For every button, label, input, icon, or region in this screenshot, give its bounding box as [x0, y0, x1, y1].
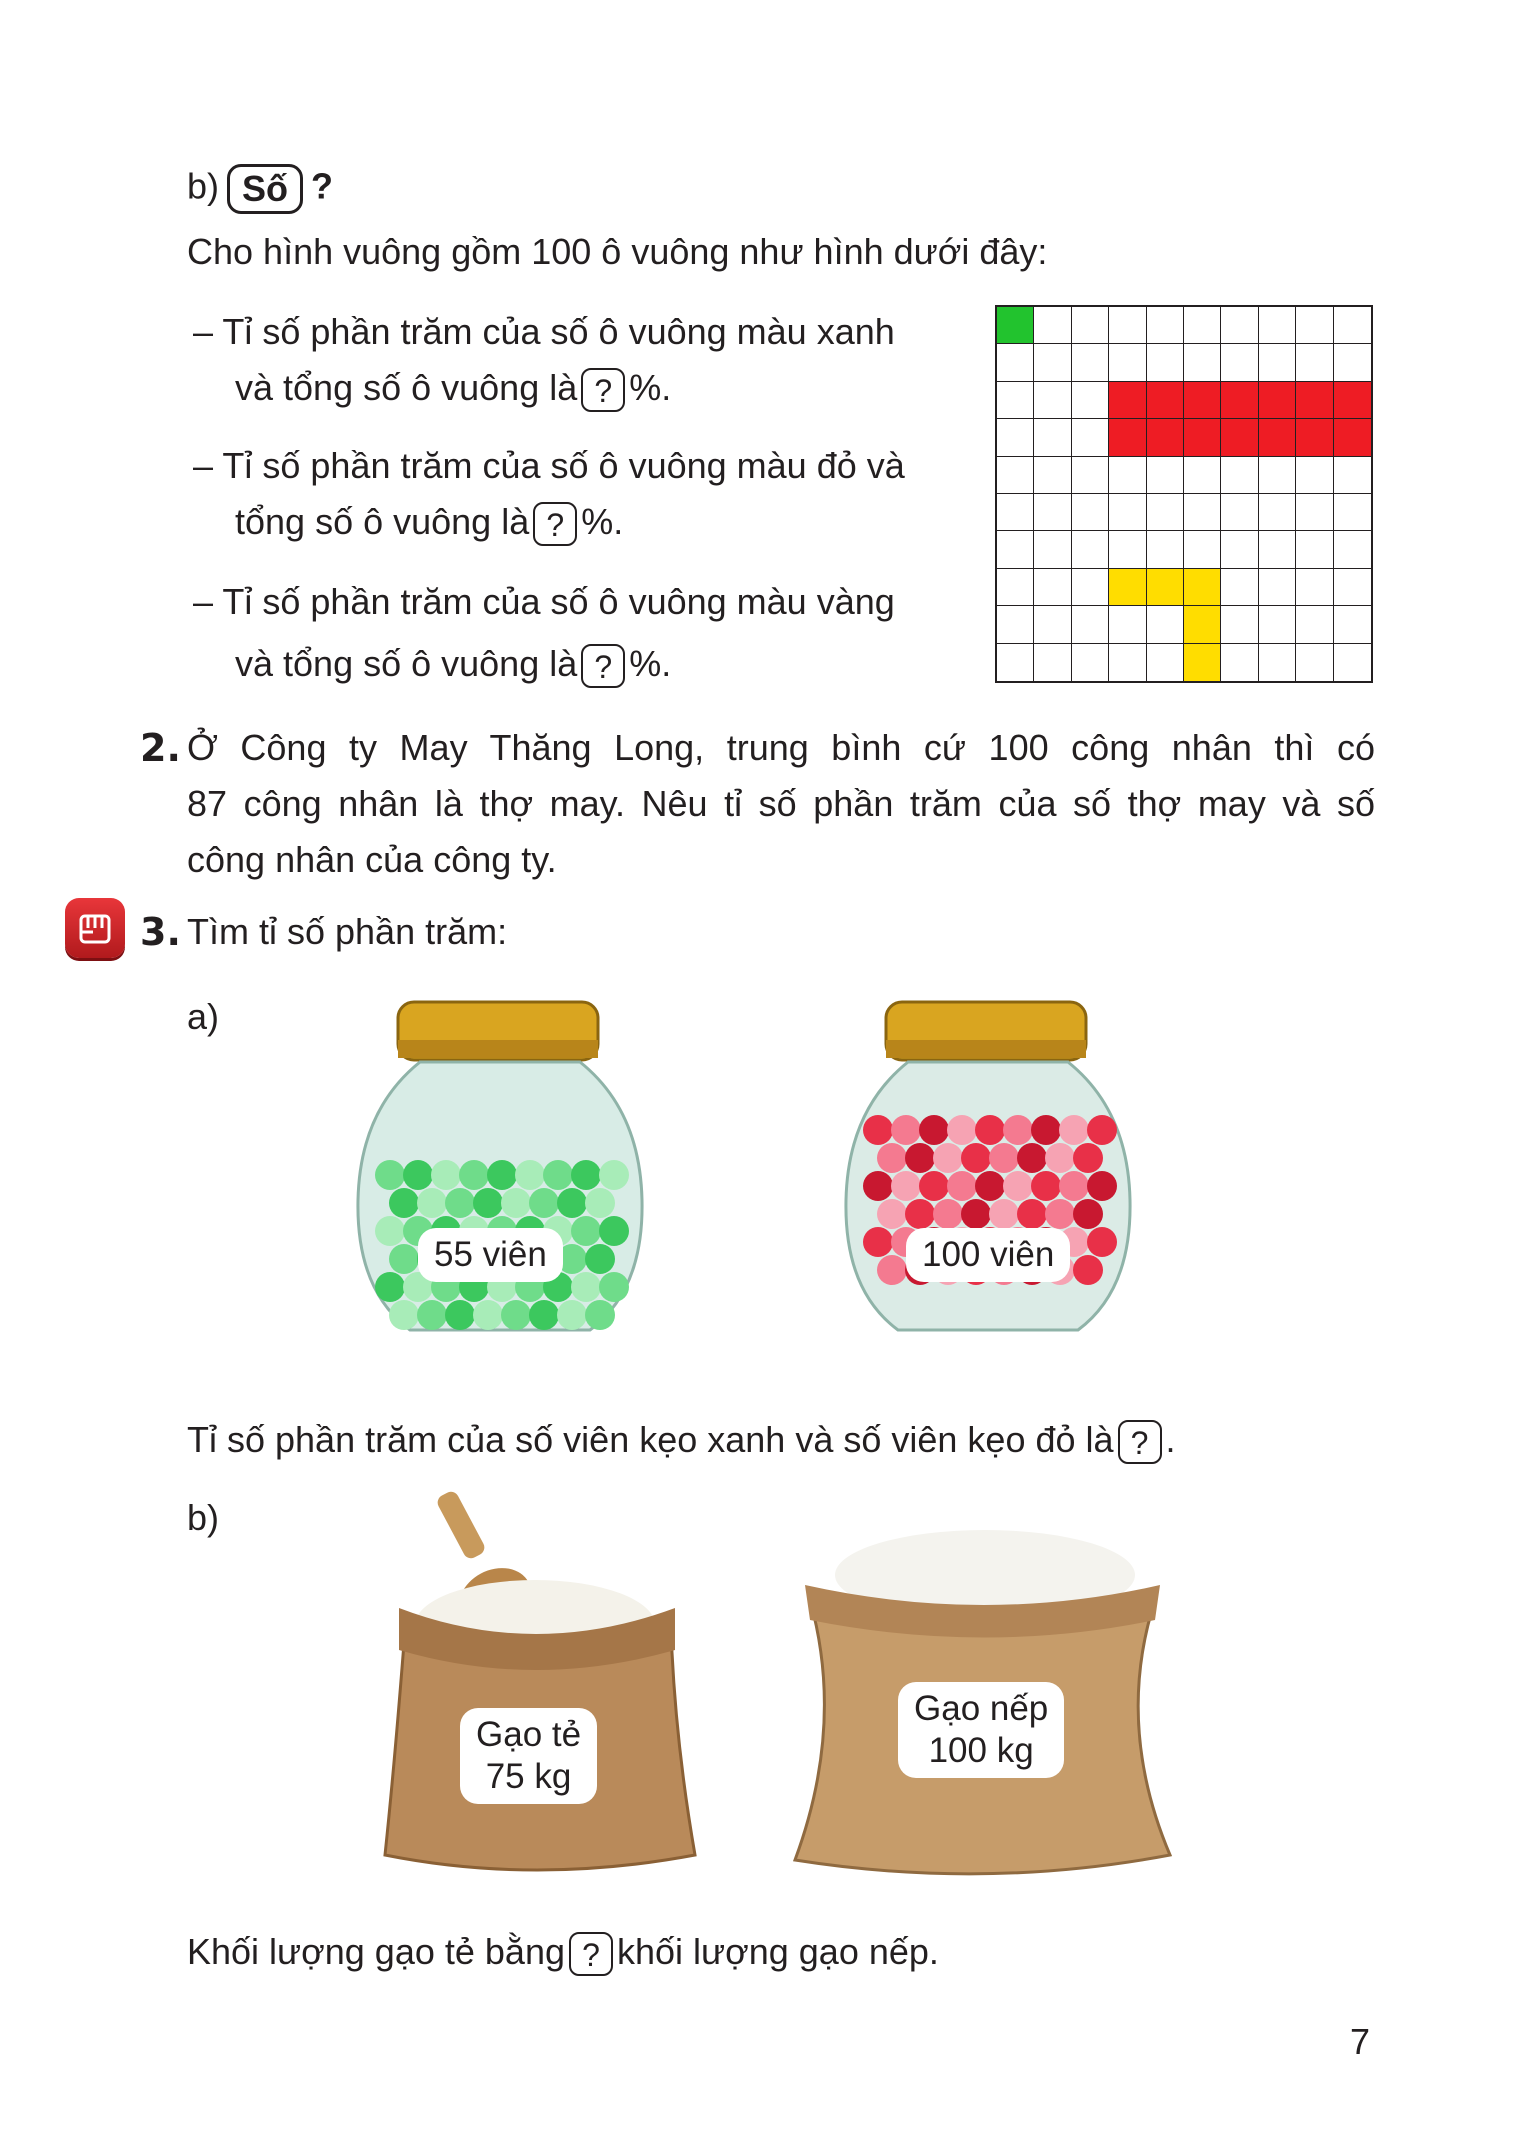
candy-bead — [1059, 1115, 1089, 1145]
part-b2-sentence — [187, 1930, 939, 1976]
grid-cell — [1109, 382, 1146, 419]
grid-cell — [1221, 457, 1258, 494]
candy-bead — [375, 1272, 405, 1302]
candy-bead — [1003, 1171, 1033, 1201]
candy-bead — [501, 1188, 531, 1218]
grid-cell — [1221, 569, 1258, 606]
green-jar-label: 55 viên — [418, 1228, 563, 1282]
sack-2-weight: 100 kg — [928, 1731, 1034, 1770]
grid-cell — [1259, 382, 1296, 419]
grid-cell — [1147, 606, 1184, 643]
candy-bead — [501, 1300, 531, 1330]
grid-cell — [997, 531, 1034, 568]
grid-cell — [1147, 382, 1184, 419]
bullet-2-text: tổng số ô vuông là — [235, 501, 530, 542]
question-mark: ? — [311, 165, 334, 207]
grid-cell — [1109, 569, 1146, 606]
candy-bead — [1031, 1115, 1061, 1145]
grid-cell — [1334, 419, 1371, 456]
grid-cell — [1296, 419, 1333, 456]
page-number: 7 — [1350, 2021, 1371, 2062]
green-candy-jar — [350, 1000, 650, 1355]
grid-cell — [1147, 344, 1184, 381]
sack-1-name: Gạo tẻ — [476, 1715, 582, 1754]
grid-cell — [997, 382, 1034, 419]
bullet-3-line2 — [235, 642, 671, 688]
candy-bead — [1087, 1115, 1117, 1145]
candy-bead — [473, 1300, 503, 1330]
bullet-1-text: và tổng số ô vuông là — [235, 367, 578, 408]
candy-bead — [1017, 1199, 1047, 1229]
grid-cell — [1147, 569, 1184, 606]
grid-cell — [1259, 344, 1296, 381]
candy-bead — [905, 1143, 935, 1173]
candy-bead — [877, 1255, 907, 1285]
candy-bead — [431, 1160, 461, 1190]
candy-bead — [417, 1188, 447, 1218]
grid-cell — [1034, 569, 1071, 606]
grid-cell — [1034, 344, 1071, 381]
candy-bead — [585, 1188, 615, 1218]
grid-cell — [1072, 606, 1109, 643]
grid-cell — [1259, 569, 1296, 606]
bullet-1-line2 — [235, 366, 671, 412]
grid-cell — [1221, 307, 1258, 344]
grid-cell — [1221, 344, 1258, 381]
grid-cell — [1072, 382, 1109, 419]
grid-cell — [997, 606, 1034, 643]
bullet-2-line2 — [235, 500, 623, 546]
candy-bead — [1073, 1255, 1103, 1285]
candy-bead — [1073, 1143, 1103, 1173]
candy-bead — [1045, 1143, 1075, 1173]
grid-cell — [1072, 419, 1109, 456]
candy-bead — [891, 1171, 921, 1201]
bullet-2-line1: – Tỉ số phần trăm của số ô vuông màu đỏ và — [193, 445, 905, 486]
grid-cell — [1184, 606, 1221, 643]
bullet-3-text: và tổng số ô vuông là — [235, 643, 578, 684]
grid-cell — [1334, 457, 1371, 494]
part-b-label: b) — [187, 165, 220, 207]
candy-bead — [891, 1115, 921, 1145]
candy-bead — [389, 1188, 419, 1218]
candy-bead — [445, 1300, 475, 1330]
fist-icon — [65, 898, 125, 958]
candy-bead — [389, 1244, 419, 1274]
candy-bead — [515, 1160, 545, 1190]
grid-cell — [1109, 419, 1146, 456]
candy-bead — [919, 1115, 949, 1145]
grid-cell — [1109, 307, 1146, 344]
candy-bead — [1087, 1171, 1117, 1201]
grid-cell — [1221, 606, 1258, 643]
grid-cell — [1109, 531, 1146, 568]
grid-cell — [1259, 494, 1296, 531]
exercise-3-title: Tìm tỉ số phần trăm: — [187, 911, 508, 952]
answer-box[interactable]: ? — [1118, 1420, 1162, 1464]
grid-cell — [1334, 531, 1371, 568]
grid-cell — [1184, 344, 1221, 381]
candy-bead — [863, 1115, 893, 1145]
grid-cell — [1034, 419, 1071, 456]
grid-cell — [1184, 569, 1221, 606]
part-b-header — [187, 164, 333, 214]
rice-sack-plain-rice — [375, 1490, 705, 1880]
candy-bead — [1031, 1171, 1061, 1201]
grid-cell — [1259, 606, 1296, 643]
grid-cell — [1221, 531, 1258, 568]
candy-bead — [989, 1199, 1019, 1229]
grid-cell — [1147, 531, 1184, 568]
grid-cell — [1184, 644, 1221, 681]
exercise-2-line3: công nhân của công ty. — [187, 839, 557, 880]
candy-bead — [585, 1300, 615, 1330]
candy-bead — [389, 1300, 419, 1330]
part-b2-label: b) — [187, 1497, 220, 1538]
candy-bead — [863, 1227, 893, 1257]
grid-cell — [1072, 307, 1109, 344]
grid-cell — [1296, 494, 1333, 531]
exercise-2-line2: 87 công nhân là thợ may. Nêu tỉ số phần trăm của số thợ may và số — [187, 783, 1375, 824]
exercise-2-number: 2. — [140, 726, 181, 770]
part-b2-sentence-pre: Khối lượng gạo tẻ bằng — [187, 1931, 565, 1972]
candy-bead — [1087, 1227, 1117, 1257]
candy-bead — [599, 1272, 629, 1302]
grid-cell — [1334, 307, 1371, 344]
answer-box[interactable]: ? — [533, 502, 577, 546]
candy-bead — [961, 1143, 991, 1173]
grid-cell — [1259, 419, 1296, 456]
grid-cell — [1334, 644, 1371, 681]
candy-bead — [905, 1199, 935, 1229]
grid-cell — [1034, 644, 1071, 681]
grid-cell — [1334, 494, 1371, 531]
candy-bead — [975, 1171, 1005, 1201]
candy-bead — [1003, 1115, 1033, 1145]
grid-cell — [1259, 457, 1296, 494]
candy-bead — [543, 1160, 573, 1190]
candy-bead — [459, 1160, 489, 1190]
grid-cell — [1109, 644, 1146, 681]
grid-cell — [1034, 494, 1071, 531]
candy-bead — [585, 1244, 615, 1274]
candy-bead — [571, 1160, 601, 1190]
grid-cell — [1334, 382, 1371, 419]
grid-cell — [1072, 494, 1109, 531]
candy-bead — [445, 1188, 475, 1218]
candy-bead — [919, 1171, 949, 1201]
grid-cell — [1072, 457, 1109, 494]
grid-cell — [1221, 494, 1258, 531]
candy-bead — [599, 1160, 629, 1190]
so-box: Số — [227, 164, 303, 214]
candy-bead — [933, 1199, 963, 1229]
grid-cell — [1109, 457, 1146, 494]
grid-cell — [1034, 457, 1071, 494]
grid-cell — [997, 457, 1034, 494]
hundred-square-grid — [995, 305, 1373, 683]
intro-text: Cho hình vuông gồm 100 ô vuông như hình dưới đây: — [187, 231, 1048, 272]
grid-cell — [1109, 494, 1146, 531]
candy-bead — [529, 1188, 559, 1218]
exercise-3-number: 3. — [140, 910, 181, 954]
grid-cell — [1334, 606, 1371, 643]
grid-cell — [1334, 569, 1371, 606]
candy-bead — [473, 1188, 503, 1218]
grid-cell — [1034, 606, 1071, 643]
candy-bead — [375, 1216, 405, 1246]
bullet-1-line1: – Tỉ số phần trăm của số ô vuông màu xanh — [193, 311, 895, 352]
grid-cell — [1221, 419, 1258, 456]
candy-bead — [557, 1300, 587, 1330]
grid-cell — [1034, 531, 1071, 568]
grid-cell — [1259, 307, 1296, 344]
grid-cell — [1072, 569, 1109, 606]
candy-bead — [571, 1216, 601, 1246]
candy-bead — [877, 1143, 907, 1173]
candy-bead — [487, 1160, 517, 1190]
candy-bead — [1045, 1199, 1075, 1229]
grid-cell — [997, 494, 1034, 531]
grid-cell — [1296, 606, 1333, 643]
candy-bead — [947, 1115, 977, 1145]
candy-bead — [417, 1300, 447, 1330]
grid-cell — [1072, 531, 1109, 568]
candy-bead — [975, 1115, 1005, 1145]
candy-bead — [1017, 1143, 1047, 1173]
grid-cell — [1334, 344, 1371, 381]
grid-cell — [1034, 382, 1071, 419]
answer-box[interactable]: ? — [569, 1932, 613, 1976]
candy-bead — [989, 1143, 1019, 1173]
grid-cell — [1109, 606, 1146, 643]
grid-cell — [1184, 494, 1221, 531]
grid-cell — [1184, 307, 1221, 344]
percent-sign: %. — [629, 643, 672, 684]
part-b2-sentence-post: khối lượng gạo nếp. — [616, 1931, 939, 1972]
candy-bead — [863, 1171, 893, 1201]
grid-cell — [1147, 419, 1184, 456]
grid-cell — [997, 419, 1034, 456]
candy-bead — [529, 1300, 559, 1330]
exercise-2-line1: Ở Công ty May Thăng Long, trung bình cứ 100 công nhân thì có — [187, 727, 1375, 768]
candy-bead — [571, 1272, 601, 1302]
bullet-3-line1: – Tỉ số phần trăm của số ô vuông màu vàng — [193, 581, 895, 622]
answer-box[interactable]: ? — [581, 368, 625, 412]
grid-cell — [1259, 531, 1296, 568]
grid-cell — [1221, 382, 1258, 419]
grid-cell — [1072, 344, 1109, 381]
grid-cell — [1296, 457, 1333, 494]
grid-cell — [1184, 531, 1221, 568]
candy-bead — [961, 1199, 991, 1229]
candy-bead — [375, 1160, 405, 1190]
candy-bead — [933, 1143, 963, 1173]
sack-2-name: Gạo nếp — [914, 1689, 1049, 1728]
grid-cell — [1147, 644, 1184, 681]
candy-bead — [947, 1171, 977, 1201]
grid-cell — [997, 569, 1034, 606]
grid-cell — [1072, 644, 1109, 681]
grid-cell — [1184, 457, 1221, 494]
grid-cell — [997, 644, 1034, 681]
grid-cell — [1109, 344, 1146, 381]
candy-bead — [1073, 1199, 1103, 1229]
grid-cell — [997, 344, 1034, 381]
grid-cell — [1034, 307, 1071, 344]
candy-bead — [1059, 1171, 1089, 1201]
percent-sign: %. — [629, 367, 672, 408]
grid-cell — [1259, 644, 1296, 681]
percent-sign: %. — [581, 501, 624, 542]
red-candy-jar — [838, 1000, 1138, 1355]
sentence-period: . — [1165, 1419, 1176, 1460]
grid-cell — [1296, 569, 1333, 606]
grid-cell — [1147, 457, 1184, 494]
part-a-sentence-text: Tỉ số phần trăm của số viên kẹo xanh và số viên kẹo đỏ là — [187, 1419, 1114, 1460]
grid-cell — [1221, 644, 1258, 681]
grid-cell — [1147, 307, 1184, 344]
sack-1-label — [460, 1708, 597, 1804]
grid-cell — [1296, 307, 1333, 344]
sack-1-weight: 75 kg — [485, 1757, 572, 1796]
grid-cell — [1296, 644, 1333, 681]
grid-cell — [1296, 382, 1333, 419]
candy-bead — [599, 1216, 629, 1246]
part-a-label: a) — [187, 996, 220, 1037]
red-jar-label: 100 viên — [906, 1228, 1070, 1282]
grid-cell — [1296, 344, 1333, 381]
sack-2-label — [898, 1682, 1064, 1778]
part-a-sentence — [187, 1418, 1176, 1464]
grid-cell — [1184, 419, 1221, 456]
grid-cell — [1184, 382, 1221, 419]
grid-cell — [1147, 494, 1184, 531]
answer-box[interactable]: ? — [581, 644, 625, 688]
candy-bead — [557, 1188, 587, 1218]
grid-cell — [997, 307, 1034, 344]
candy-bead — [403, 1160, 433, 1190]
candy-bead — [877, 1199, 907, 1229]
grid-cell — [1296, 531, 1333, 568]
